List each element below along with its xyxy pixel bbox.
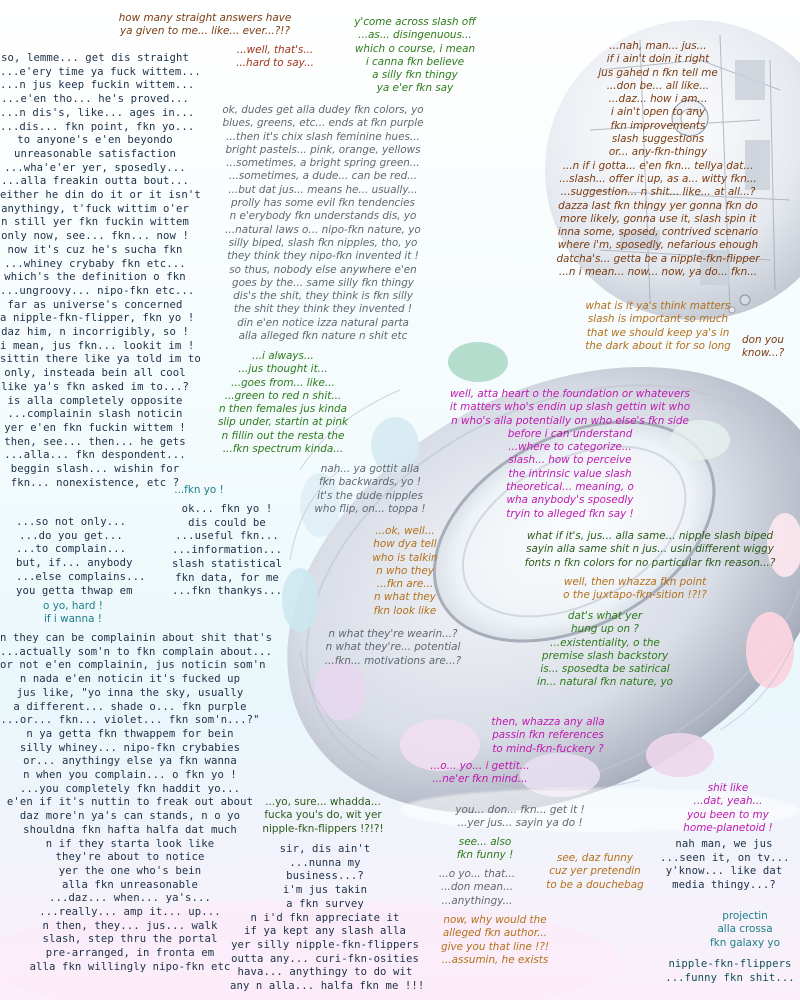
dialog-b14: ok... fkn yo ! dis could be ...useful fkn... ...information... slash statistical fkn data, for me ...fkn thankys...: [172, 503, 283, 598]
dialog-b09: ...i always... ...jus thought it... ...goes from... like... ...green to red n shit... n then females jus kinda slip under, startin at pink n fillin out the resta the ...fkn spectrum kinda...: [218, 350, 348, 456]
dialog-b08: don you know...?: [741, 334, 785, 360]
dialog-b16: what if it's, jus... alla same... nipple slash biped sayin alla same shit n jus... usin different wiggy fonts n fkn colors for no particular fkn reason...?: [524, 530, 776, 569]
dialog-b12: ...fkn yo !: [174, 484, 224, 496]
dialog-b01: how many straight answers have ya given to me... like... ever...?!?: [118, 12, 292, 38]
dialog-b19: n they can be complainin about shit that's ...actually som'n to fkn complain about... or not e'en complainin, jus noticin som'n n nada e'en noticin it's fucked up jus like, "yo inna the sky, usually a different... shade o... fkn purple ...or... fkn... violet... fkn som'n...?" n ya getta fkn thwappem for bein silly whiney... nipo-fkn crybabies or... anythingy else ya fkn wanna n when you complain... o fkn yo ! ...you completely fkn haddit yo... e'en if it's nuttin to freak out about daz more'n ya's can stands, n o yo shouldna fkn hafta halfa dat much n if they starta look like they're about to notice yer the one who's bein alla fkn unreasonable ...daz... when... ya's... ...really... amp it... up... n then, they... jus... walk slash, step thru the portal pre-arranged, in fronta em alla fkn willingly nipo-fkn etc: [0, 632, 273, 973]
dialog-b25: ...yo, sure... whadda... fucka you's do, wit yer nipple-fkn-flippers !?!?!: [262, 796, 384, 835]
dialog-b07: what is it ya's think matters slash is important so much that we should keep ya's in the dark about it for so long: [585, 300, 731, 352]
dialog-b13: ...so not only... ...do you get... ...to complain... but, if... anybody ...else complains... you getta thwap em: [16, 516, 146, 597]
dialog-b27: sir, dis ain't ...nunna my business...? i'm jus takin a fkn survey n i'd fkn appreciate it if ya kept any slash alla yer silly nipple-fkn-flippers outta any... curi-fkn-osities hava... anythingy to do wit any n alla... halfa fkn me !!!: [230, 843, 425, 993]
dialog-b05: ok, dudes get alla dudey fkn colors, yo blues, greens, etc... ends at fkn purple ...then it's chix slash feminine hues... bright pastels... pink, orange, yellows ...sometimes, a bright spring green... ...sometimes, a dude... can be red... ...but dat jus... means he... usually... prolly has some evil fkn tendencies n e'erybody fkn understands dis, yo ...natural laws o... nipo-fkn nature, yo silly biped, slash fkn nipples, tho, yo they think they nipo-fkn invented it ! so thus, nobody else anywhere e'en goes by the... same silly fkn thingy dis's the shit, they think is fkn silly the shit they think they invented ! din e'en notice izza natural parta alla alleged fkn nature n shit etc: [222, 104, 424, 343]
dialog-b30: see, daz funny cuz yer pretendin to be a douchebag: [546, 852, 644, 891]
dialog-b04: so, lemme... get dis straight ...e'ery time ya fuck wittem... ...n jus keep fuckin wittem... ...e'en tho... he's proved... ...n dis's, like... ages in... ...dis... fkn point, fkn yo... to anyone's e'en beyondo unreasonable satisfaction ...wha'e'er yer, sposedly... ...alla freakin outta bout... either he din do it or it isn't anythingy, t'fuck wittim o'er n still yer fkn fuckin wittem only now, see... fkn... now ! now it's cuz he's sucha fkn ...whiney crybaby fkn etc... which's the definition o fkn ...ungroovy... nipo-fkn etc... far as universe's concerned a nipple-fkn-flipper, fkn yo ! daz him, n incorrigibly, so ! i mean, jus fkn... lookit im ! sittin there like ya told im to only, insteada bein all cool like ya's fkn asked im to...? is alla completely opposite ...complainin slash noticin yer e'en fkn fuckin wittem ! then, see... then... he gets ...alla... fkn despondent... beggin slash... wishin for fkn... nonexistence, etc ?: [0, 52, 201, 489]
dialog-b03: y'come across slash off ...as... disingenuous... which o course, i mean i canna fkn believe a silly fkn thingy ya e'er fkn say: [354, 16, 476, 95]
dialog-b18: o yo, hard ! if i wanna !: [43, 600, 103, 626]
dialog-b10: well, atta heart o the foundation or whatevers it matters who's endin up slash gettin wit who n who's alla potentially on who else's fkn side before i can understand ...where to categorize... slash... how to perceive the intrinsic value slash theoretical... meaning, o wha anybody's sposedly tryin to alleged fkn say !: [449, 388, 691, 520]
dialog-b26: you... don... fkn... get it ! ...yer jus... sayin ya do !: [455, 804, 585, 830]
dialog-b24: shit like ...dat, yeah... you been to my home-planetoid !: [683, 782, 773, 834]
dialog-b34: nipple-fkn-flippers ...funny fkn shit...: [665, 958, 795, 984]
dialog-b06: ...nah, man... jus... if i ain't doin it right jus gahed n fkn tell me ...don be... all like... ...daz... how i am... i ain't open to any fkn improvements slash suggestions or... any-fkn-thingy ...n if i gotta... e'en fkn... tellya dat... ...slash... offer it up, as a... witty fkn... ...suggestion... n shit... like... at all...? dazza last fkn thingy yer gonna fkn do more likely, gonna use it, slash spin it inna some, sposed, contrived scenario where i'm, sposedly, nefarious enough datcha's... getta be a nipple-fkn-flipper ...n i mean... now... now, ya do... fkn...: [556, 40, 760, 279]
dialog-b17: well, then whazza fkn point o the juxtapo-fkn-sition !?!?: [563, 576, 707, 602]
dialog-b20: dat's what yer hung up on ? ...existentiality, o the premise slash backstory is... sposedta be satirical in... natural fkn nature, yo: [536, 610, 674, 689]
dialog-b02: ...well, that's... ...hard to say...: [236, 44, 314, 70]
dialog-b15: ...ok, well... how dya tell who is talkin n who they ...fkn are... n what they fkn look like: [372, 525, 438, 617]
dialog-b11: nah... ya gottit alla fkn backwards, yo ! it's the dude nipples who flip, on... toppa !: [314, 463, 426, 515]
dialog-b28: see... also fkn funny !: [456, 836, 514, 862]
dialog-b29: nah man, we jus ...seen it, on tv... y'know... like dat media thingy...?: [660, 838, 790, 892]
dialog-b31: ...o yo... that... ...don mean... ...anythingy...: [438, 868, 516, 907]
dialog-b21: n what they're wearin...? n what they're... potential ...fkn... motivations are...?: [324, 628, 462, 667]
dialog-b23: ...o... yo... i gettit... ...ne'er fkn mind...: [430, 760, 530, 786]
dialog-b22: then, whazza any alla passin fkn references to mind-fkn-fuckery ?: [491, 716, 605, 755]
dialog-b32: now, why would the alleged fkn author... give you that line !?! ...assumin, he exists: [440, 914, 550, 966]
dialog-b33: projectin alla crossa fkn galaxy yo: [710, 910, 780, 949]
